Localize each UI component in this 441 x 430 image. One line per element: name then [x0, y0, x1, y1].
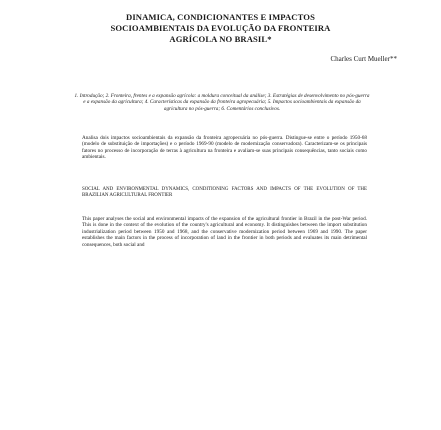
- abstract-portuguese: Analisa dois impactos socioambientais da expansão da fronteira agropecuária no pós-guerra. Distingue-se entre o período 1950-68 (modelo de substituição de importações) e o período 1969-90 (modelo de modernização conservadora). Caracterizam-se os principais fatores no processo de incorporação de terras à agricultura na fronteira e avaliam-se suas principais consequências, tanto sociais como ambientais.: [82, 135, 367, 161]
- title-line-1: DINAMICA, CONDICIONANTES E IMPACTOS: [126, 12, 315, 22]
- abstract-english: This paper analyses the social and environmental impacts of the expansion of the agricultural frontier in Brazil in the post-War period. This is done in the context of the evolution of the country's agricultural and economy. It distinguishes between the import substitution industrialization period between 1950 and 1968, and the conservative modernization period between 1969 and 1990. The paper establishes the main factors in the process of incorporation of land in the frontier in both periods and evaluates its main detrimental consequences, both social and: [82, 216, 367, 248]
- title-line-3: AGRÍCOLA NO BRASIL*: [169, 34, 272, 44]
- table-of-contents: 1. Introdução; 2. Fronteira, frentes e a expansão agrícola: a moldura conceitual da análise; 3. Estratégias de desenvolvimento no pós-guerra e a expansão da agricultura; 4. Características da expansão da fronteira agropecuária; 5. Impactos socioambientais da expansão da agricultura no pós-guerra; 6. Comentários conclusivos.: [74, 93, 370, 112]
- english-title: SOCIAL AND ENVIRONMENTAL DYNAMICS, CONDITIONING FACTORS AND IMPACTS OF THE EVOLUTION OF THE BRAZILIAN AGRICULTURAL FRONTIER: [82, 187, 367, 199]
- title-line-2: SOCIOAMBIENTAIS DA EVOLUÇÃO DA FRONTEIRA: [110, 23, 331, 33]
- paper-title: [0, 12, 441, 45]
- author-name: Charles Curt Mueller**: [330, 55, 397, 63]
